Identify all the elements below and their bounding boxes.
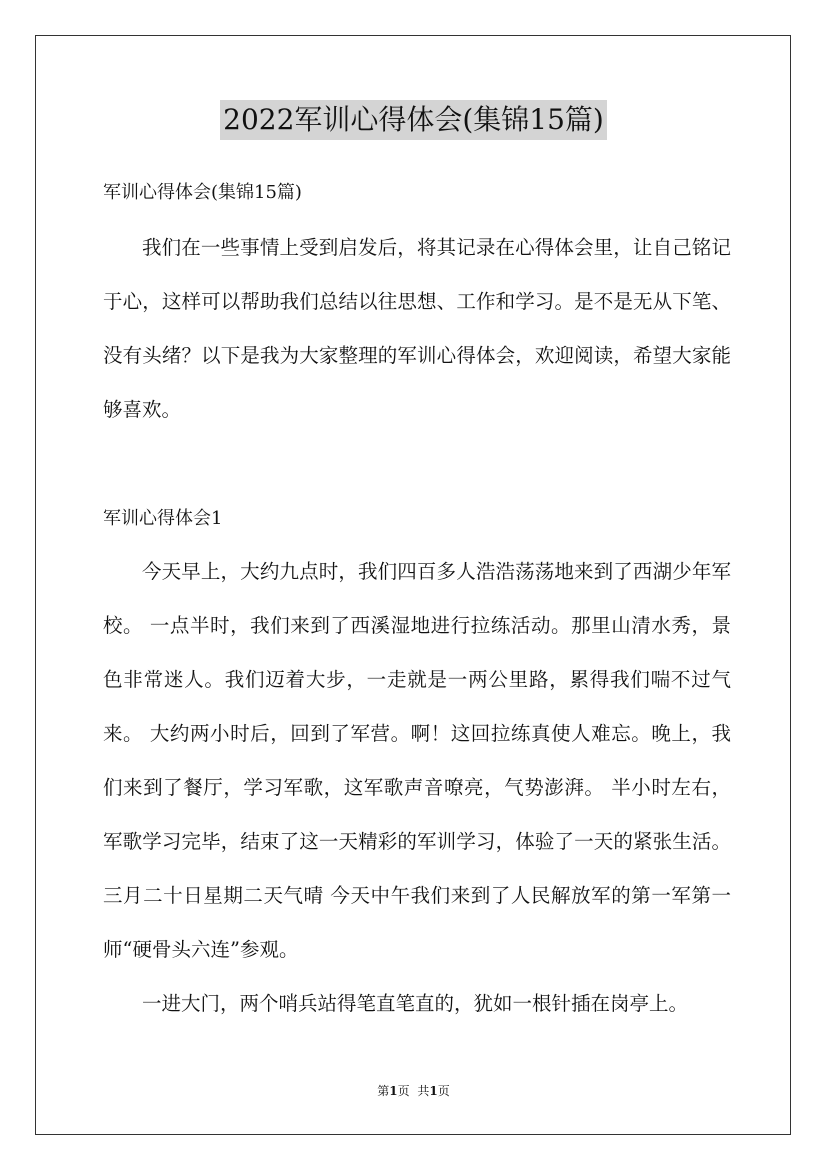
footer-page-suffix: 页 <box>397 1084 410 1098</box>
section-heading: 军训心得体会1 <box>103 508 223 529</box>
document-subtitle: 军训心得体会(集锦15篇) <box>103 182 302 203</box>
title-container <box>0 100 827 140</box>
footer-total-pages: 1 <box>429 1084 438 1098</box>
section-paragraph-1: 今天早上，大约九点时，我们四百多人浩浩荡荡地来到了西湖少年军校。 一点半时，我们来到了西溪湿地进行拉练活动。那里山清水秀，景色非常迷人。我们迈着大步，一走就是一两公里路，累得我们喘不过气来。 大约两小时后，回到了军营。啊！这回拉练真使人难忘。晚上，我们来到了餐厅，学习军歌，这军歌声音嘹亮，气势澎湃。 半小时左右，军歌学习完毕，结束了这一天精彩的军训学习，体验了一天的紧张生活。三月二十日星期二天气晴 今天中午我们来到了人民解放军的第一军第一师“硬骨头六连”参观。 <box>103 560 731 961</box>
footer-page-number: 1 <box>389 1084 398 1098</box>
section-paragraph-2: 一进大门，两个哨兵站得笔直笔直的，犹如一根针插在岗亭上。 <box>142 992 689 1015</box>
document-title: 2022军训心得体会(集锦15篇) <box>220 100 607 140</box>
footer-total-suffix: 页 <box>437 1084 450 1098</box>
intro-paragraph: 我们在一些事情上受到启发后，将其记录在心得体会里，让自己铭记于心，这样可以帮助我们总结以往思想、工作和学习。是不是无从下笔、没有头绪？以下是我为大家整理的军训心得体会，欢迎阅读，希望大家能够喜欢。 <box>103 236 731 421</box>
footer-page-prefix: 第 <box>377 1084 390 1098</box>
page-footer <box>0 1082 827 1100</box>
footer-total-prefix: 共 <box>417 1084 430 1098</box>
